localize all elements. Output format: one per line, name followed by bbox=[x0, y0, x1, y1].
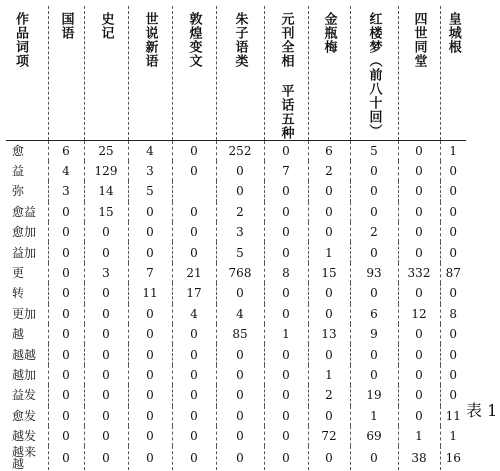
table-cell: 0 bbox=[308, 406, 350, 426]
table-cell: 15 bbox=[84, 202, 128, 222]
column-header bbox=[128, 6, 172, 141]
corner-header-cell bbox=[6, 6, 48, 141]
table-cell: 0 bbox=[398, 283, 440, 303]
row-label: 更 bbox=[12, 266, 25, 281]
table-cell: 4 bbox=[216, 304, 264, 324]
column-header-text: 敦煌变文 bbox=[186, 12, 202, 68]
table-cell: 1 bbox=[398, 426, 440, 446]
table-cell: 2 bbox=[308, 385, 350, 405]
table-cell: 25 bbox=[84, 141, 128, 161]
table-row bbox=[6, 446, 466, 470]
row-label: 益 bbox=[12, 164, 25, 179]
table-cell: 0 bbox=[216, 426, 264, 446]
table-cell: 0 bbox=[128, 385, 172, 405]
table-cell: 0 bbox=[308, 181, 350, 201]
table-cell: 0 bbox=[172, 406, 216, 426]
table-cell: 0 bbox=[350, 365, 398, 385]
table-cell: 7 bbox=[264, 161, 308, 181]
row-label: 越加 bbox=[12, 367, 37, 382]
table-cell: 0 bbox=[216, 406, 264, 426]
table-cell: 2 bbox=[308, 161, 350, 181]
table-cell: 0 bbox=[48, 222, 84, 242]
table-row bbox=[6, 161, 466, 181]
table-cell: 9 bbox=[350, 324, 398, 344]
table-cell: 0 bbox=[264, 202, 308, 222]
table-cell: 0 bbox=[264, 304, 308, 324]
table-row bbox=[6, 222, 466, 242]
table-cell: 0 bbox=[48, 324, 84, 344]
table-cell: 0 bbox=[172, 161, 216, 181]
table-cell: 0 bbox=[264, 181, 308, 201]
table-cell: 0 bbox=[264, 385, 308, 405]
table-cell: 0 bbox=[264, 426, 308, 446]
table-cell: 2 bbox=[350, 222, 398, 242]
table-cell: 93 bbox=[350, 263, 398, 283]
table-cell: 0 bbox=[48, 242, 84, 262]
column-header bbox=[84, 6, 128, 141]
table-cell: 4 bbox=[172, 304, 216, 324]
table-cell: 0 bbox=[440, 344, 466, 364]
table-row bbox=[6, 426, 466, 446]
table-cell: 0 bbox=[350, 202, 398, 222]
table-cell: 1 bbox=[440, 141, 466, 161]
table-row bbox=[6, 324, 466, 344]
table-row bbox=[6, 344, 466, 364]
table-cell: 17 bbox=[172, 283, 216, 303]
table-cell: 0 bbox=[216, 344, 264, 364]
table-cell: 0 bbox=[350, 181, 398, 201]
table-cell: 0 bbox=[128, 324, 172, 344]
table-cell: 0 bbox=[48, 406, 84, 426]
table-cell: 0 bbox=[84, 242, 128, 262]
table-caption: 表 1 bbox=[466, 401, 498, 420]
row-label: 弥 bbox=[12, 184, 25, 199]
table-cell: 0 bbox=[172, 324, 216, 344]
table-cell: 0 bbox=[84, 222, 128, 242]
table-cell: 3 bbox=[84, 263, 128, 283]
table-cell: 0 bbox=[350, 344, 398, 364]
table-cell: 0 bbox=[172, 222, 216, 242]
table-cell: 0 bbox=[216, 385, 264, 405]
table-cell: 129 bbox=[84, 161, 128, 181]
table-cell: 3 bbox=[216, 222, 264, 242]
row-label: 愈益 bbox=[12, 204, 37, 219]
row-label: 越 bbox=[12, 327, 25, 342]
table-cell: 13 bbox=[308, 324, 350, 344]
table-cell: 0 bbox=[440, 365, 466, 385]
table-cell: 0 bbox=[128, 446, 172, 470]
table-cell: 0 bbox=[84, 365, 128, 385]
table-cell: 3 bbox=[128, 161, 172, 181]
table-cell: 0 bbox=[440, 222, 466, 242]
table-cell: 0 bbox=[172, 242, 216, 262]
table-cell: 0 bbox=[216, 365, 264, 385]
table-cell: 0 bbox=[440, 202, 466, 222]
table-cell: 1 bbox=[350, 406, 398, 426]
table-cell: 332 bbox=[398, 263, 440, 283]
column-header-text: 金瓶梅 bbox=[321, 12, 337, 54]
table-cell: 0 bbox=[128, 426, 172, 446]
table-cell: 0 bbox=[264, 446, 308, 470]
table-cell: 38 bbox=[398, 446, 440, 470]
table-row bbox=[6, 141, 466, 161]
table-cell: 0 bbox=[128, 406, 172, 426]
table-cell: 0 bbox=[398, 222, 440, 242]
table-row bbox=[6, 263, 466, 283]
table-cell: 0 bbox=[216, 181, 264, 201]
table-cell: 0 bbox=[398, 202, 440, 222]
table-cell: 72 bbox=[308, 426, 350, 446]
table-cell: 11 bbox=[440, 406, 466, 426]
table-cell: 4 bbox=[48, 161, 84, 181]
table-cell: 0 bbox=[398, 141, 440, 161]
table-cell: 0 bbox=[440, 324, 466, 344]
table-cell: 0 bbox=[84, 283, 128, 303]
frequency-table-container bbox=[6, 6, 466, 471]
table-cell: 0 bbox=[48, 263, 84, 283]
table-cell: 0 bbox=[48, 202, 84, 222]
table-cell: 0 bbox=[172, 446, 216, 470]
table-cell: 0 bbox=[172, 426, 216, 446]
table-cell: 0 bbox=[440, 161, 466, 181]
table-cell: 0 bbox=[350, 446, 398, 470]
column-header-text: 皇城根 bbox=[445, 12, 461, 54]
table-cell: 0 bbox=[308, 446, 350, 470]
table-cell: 6 bbox=[308, 141, 350, 161]
table-cell: 0 bbox=[440, 242, 466, 262]
frequency-table bbox=[6, 6, 466, 470]
table-cell: 0 bbox=[84, 406, 128, 426]
table-cell: 0 bbox=[172, 385, 216, 405]
table-cell: 252 bbox=[216, 141, 264, 161]
table-row bbox=[6, 283, 466, 303]
table-cell: 15 bbox=[308, 263, 350, 283]
column-header-text: 四世同堂 bbox=[411, 12, 427, 68]
table-cell: 0 bbox=[48, 283, 84, 303]
table-cell: 0 bbox=[128, 365, 172, 385]
table-cell: 0 bbox=[172, 344, 216, 364]
table-row bbox=[6, 365, 466, 385]
table-cell: 0 bbox=[264, 283, 308, 303]
table-cell: 0 bbox=[48, 304, 84, 324]
row-label: 越越 bbox=[12, 347, 37, 362]
table-cell: 0 bbox=[350, 242, 398, 262]
table-cell: 0 bbox=[128, 202, 172, 222]
table-cell: 0 bbox=[398, 344, 440, 364]
table-cell: 69 bbox=[350, 426, 398, 446]
table-cell: 0 bbox=[264, 365, 308, 385]
table-cell: 0 bbox=[216, 161, 264, 181]
table-cell: 14 bbox=[84, 181, 128, 201]
row-label: 更加 bbox=[12, 306, 37, 321]
table-cell: 19 bbox=[350, 385, 398, 405]
table-cell: 6 bbox=[350, 304, 398, 324]
table-cell: 0 bbox=[264, 344, 308, 364]
row-label: 越发 bbox=[12, 429, 37, 444]
table-cell: 0 bbox=[84, 304, 128, 324]
table-cell: 0 bbox=[128, 242, 172, 262]
column-header-text: 史记 bbox=[98, 12, 114, 40]
table-cell: 0 bbox=[48, 426, 84, 446]
table-cell: 0 bbox=[172, 202, 216, 222]
column-header-text: 元刊全相 平话五种 bbox=[278, 12, 294, 140]
table-cell: 0 bbox=[350, 283, 398, 303]
table-cell: 0 bbox=[398, 365, 440, 385]
table-cell: 1 bbox=[440, 426, 466, 446]
table-cell: 1 bbox=[308, 365, 350, 385]
table-cell: 0 bbox=[84, 344, 128, 364]
table-row bbox=[6, 406, 466, 426]
column-header-text: 朱子语类 bbox=[232, 12, 248, 68]
header-row bbox=[6, 6, 466, 141]
column-header bbox=[398, 6, 440, 141]
table-cell: 0 bbox=[172, 365, 216, 385]
table-row bbox=[6, 385, 466, 405]
table-cell: 7 bbox=[128, 263, 172, 283]
table-cell: 12 bbox=[398, 304, 440, 324]
row-label: 愈加 bbox=[12, 225, 37, 240]
table-row bbox=[6, 242, 466, 262]
table-cell: 8 bbox=[264, 263, 308, 283]
column-header bbox=[48, 6, 84, 141]
column-header-text: 国语 bbox=[58, 12, 74, 40]
table-cell: 0 bbox=[48, 344, 84, 364]
column-header-text: 世说新语 bbox=[142, 12, 158, 68]
table-cell: 6 bbox=[48, 141, 84, 161]
table-cell: 16 bbox=[440, 446, 466, 470]
table-cell: 0 bbox=[48, 365, 84, 385]
table-cell: 0 bbox=[264, 242, 308, 262]
column-header bbox=[440, 6, 466, 141]
table-cell: 0 bbox=[308, 222, 350, 242]
table-cell: 0 bbox=[398, 324, 440, 344]
table-cell: 2 bbox=[216, 202, 264, 222]
table-cell: 1 bbox=[264, 324, 308, 344]
table-cell: 0 bbox=[48, 385, 84, 405]
table-cell: 0 bbox=[48, 446, 84, 470]
row-label: 越来越 bbox=[12, 445, 37, 471]
column-header bbox=[216, 6, 264, 141]
table-cell: 0 bbox=[350, 161, 398, 181]
table-body bbox=[6, 141, 466, 471]
table-cell: 0 bbox=[264, 406, 308, 426]
row-label: 转 bbox=[12, 286, 25, 301]
table-row bbox=[6, 202, 466, 222]
table-cell: 0 bbox=[84, 324, 128, 344]
table-cell: 8 bbox=[440, 304, 466, 324]
column-header bbox=[350, 6, 398, 141]
table-cell bbox=[172, 181, 216, 201]
table-cell: 0 bbox=[264, 222, 308, 242]
table-cell: 85 bbox=[216, 324, 264, 344]
table-cell: 0 bbox=[398, 406, 440, 426]
table-row bbox=[6, 304, 466, 324]
row-label: 愈 bbox=[12, 143, 25, 158]
table-cell: 0 bbox=[84, 426, 128, 446]
column-header bbox=[264, 6, 308, 141]
corner-header-text: 作品词项 bbox=[13, 12, 28, 68]
table-cell: 87 bbox=[440, 263, 466, 283]
column-header bbox=[172, 6, 216, 141]
table-cell: 5 bbox=[128, 181, 172, 201]
table-cell: 4 bbox=[128, 141, 172, 161]
column-header bbox=[308, 6, 350, 141]
table-cell: 0 bbox=[440, 181, 466, 201]
table-cell: 0 bbox=[84, 385, 128, 405]
table-row bbox=[6, 181, 466, 201]
table-cell: 0 bbox=[398, 242, 440, 262]
table-cell: 0 bbox=[264, 141, 308, 161]
table-cell: 0 bbox=[398, 385, 440, 405]
row-label: 愈发 bbox=[12, 408, 37, 423]
table-cell: 11 bbox=[128, 283, 172, 303]
table-cell: 0 bbox=[216, 283, 264, 303]
table-cell: 0 bbox=[308, 283, 350, 303]
table-cell: 768 bbox=[216, 263, 264, 283]
table-cell: 0 bbox=[308, 344, 350, 364]
table-cell: 1 bbox=[308, 242, 350, 262]
row-label: 益发 bbox=[12, 388, 37, 403]
table-cell: 0 bbox=[398, 181, 440, 201]
table-cell: 0 bbox=[128, 344, 172, 364]
table-cell: 0 bbox=[128, 304, 172, 324]
table-cell: 21 bbox=[172, 263, 216, 283]
table-cell: 0 bbox=[398, 161, 440, 181]
table-cell: 0 bbox=[308, 304, 350, 324]
table-cell: 5 bbox=[350, 141, 398, 161]
column-header-text: 红楼梦（前八十回） bbox=[366, 12, 382, 138]
table-cell: 0 bbox=[128, 222, 172, 242]
table-cell: 0 bbox=[172, 141, 216, 161]
table-cell: 0 bbox=[440, 283, 466, 303]
row-label: 益加 bbox=[12, 245, 37, 260]
table-cell: 5 bbox=[216, 242, 264, 262]
table-cell: 0 bbox=[84, 446, 128, 470]
table-cell: 0 bbox=[216, 446, 264, 470]
table-cell: 0 bbox=[440, 385, 466, 405]
table-cell: 0 bbox=[308, 202, 350, 222]
table-cell: 3 bbox=[48, 181, 84, 201]
